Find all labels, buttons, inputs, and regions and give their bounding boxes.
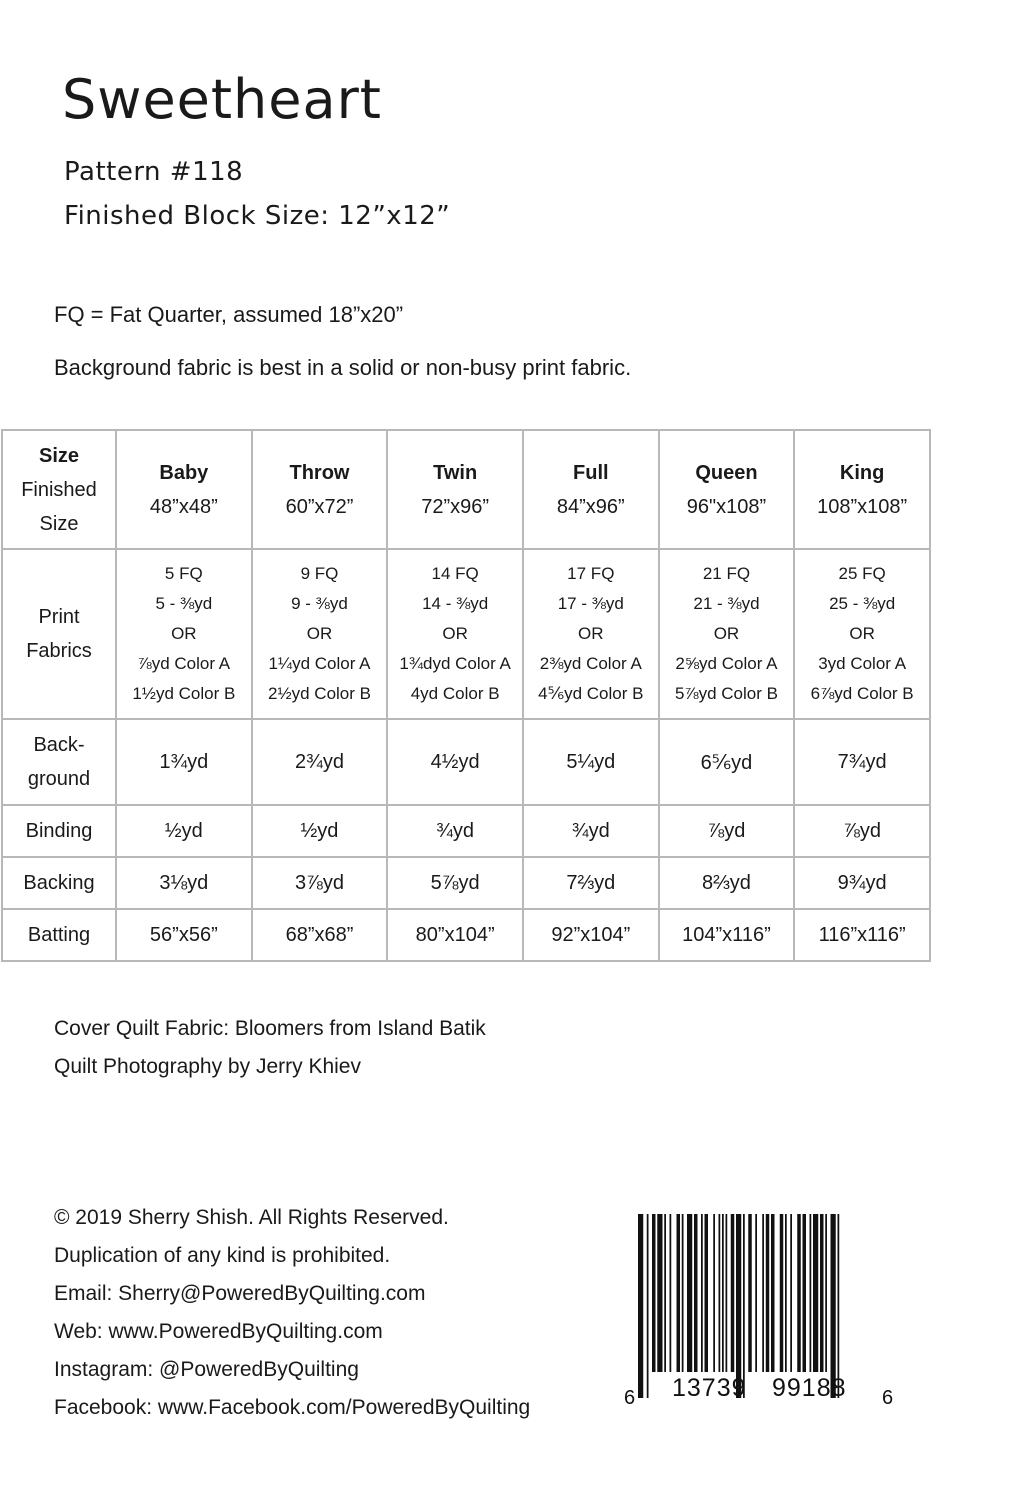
upc-barcode — [620, 1210, 900, 1410]
copyright-line: © 2019 Sherry Shish. All Rights Reserved. — [54, 1206, 449, 1229]
background-label: Back- ground — [2, 719, 116, 805]
duplication-notice: Duplication of any kind is prohibited. — [54, 1244, 391, 1267]
barcode-bars — [638, 1214, 839, 1398]
barcode-bar — [657, 1214, 662, 1372]
print-fabrics-label: Print Fabrics — [2, 549, 116, 719]
barcode-bar — [785, 1214, 787, 1372]
backing-row — [2, 857, 930, 909]
size-header-queen: Queen 96"x108” — [659, 430, 795, 549]
barcode-bar — [713, 1214, 715, 1372]
backing-twin: 5⅞yd — [387, 857, 523, 909]
print-fabrics-twin: 14 FQ 14 - ⅜yd OR 1¾dyd Color A 4yd Color B — [387, 549, 523, 719]
barcode-bar — [766, 1214, 770, 1372]
batting-throw: 68”x68” — [252, 909, 388, 961]
barcode-bar — [722, 1214, 724, 1372]
barcode-bar — [638, 1214, 643, 1398]
print-fabrics-row — [2, 549, 930, 719]
background-row — [2, 719, 930, 805]
size-header-full: Full 84”x96” — [523, 430, 659, 549]
binding-throw: ½yd — [252, 805, 388, 857]
binding-twin: ¾yd — [387, 805, 523, 857]
size-header-baby: Baby 48”x48” — [116, 430, 252, 549]
barcode-bar — [664, 1214, 666, 1372]
barcode-bar — [694, 1214, 698, 1372]
barcode-bar — [803, 1214, 807, 1372]
contact-facebook: Facebook: www.Facebook.com/PoweredByQuilting — [54, 1396, 531, 1419]
barcode-bar — [780, 1214, 784, 1372]
background-throw: 2¾yd — [252, 719, 388, 805]
batting-queen: 104”x116” — [659, 909, 795, 961]
barcode-bar — [820, 1214, 824, 1372]
barcode-bar — [748, 1214, 752, 1372]
barcode-bar — [743, 1214, 745, 1398]
backing-label: Backing — [2, 857, 116, 909]
batting-full: 92”x104” — [523, 909, 659, 961]
batting-twin: 80”x104” — [387, 909, 523, 961]
contact-instagram: Instagram: @PoweredByQuilting — [54, 1358, 359, 1381]
print-fabrics-throw: 9 FQ 9 - ⅜yd OR 1¼yd Color A 2½yd Color B — [252, 549, 388, 719]
batting-label: Batting — [2, 909, 116, 961]
batting-king: 116”x116” — [794, 909, 930, 961]
barcode-bar — [705, 1214, 709, 1372]
barcode-bar — [677, 1214, 681, 1372]
background-king: 7¾yd — [794, 719, 930, 805]
batting-baby: 56”x56” — [116, 909, 252, 961]
pattern-title: Sweetheart — [62, 68, 382, 131]
fat-quarter-note: FQ = Fat Quarter, assumed 18”x20” — [54, 302, 404, 327]
binding-king: ⅞yd — [794, 805, 930, 857]
photo-credit: Quilt Photography by Jerry Khiev — [54, 1055, 361, 1078]
barcode-bar — [687, 1214, 692, 1372]
barcode-bar — [652, 1214, 656, 1372]
barcode-bar — [736, 1214, 741, 1398]
barcode-bar — [771, 1214, 775, 1372]
background-full: 5¼yd — [523, 719, 659, 805]
barcode-bar — [731, 1214, 735, 1372]
contact-email: Email: Sherry@PoweredByQuilting.com — [54, 1282, 426, 1305]
backing-throw: 3⅞yd — [252, 857, 388, 909]
batting-row — [2, 909, 930, 961]
fabric-requirements-table — [1, 429, 931, 962]
background-note: Background fabric is best in a solid or non-busy print fabric. — [54, 355, 632, 380]
barcode-bar — [790, 1214, 792, 1372]
barcode-bar — [647, 1214, 649, 1398]
barcode-bar — [810, 1214, 812, 1372]
backing-baby: 3⅛yd — [116, 857, 252, 909]
binding-full: ¾yd — [523, 805, 659, 857]
barcode-first-digit: 6 — [624, 1387, 636, 1409]
size-header-twin: Twin 72”x96” — [387, 430, 523, 549]
barcode-bar — [797, 1214, 801, 1372]
barcode-bar — [825, 1214, 827, 1372]
binding-baby: ½yd — [116, 805, 252, 857]
print-fabrics-baby: 5 FQ 5 - ⅜yd OR ⅞yd Color A 1½yd Color B — [116, 549, 252, 719]
barcode-bar — [762, 1214, 764, 1372]
backing-king: 9¾yd — [794, 857, 930, 909]
size-header-throw: Throw 60”x72” — [252, 430, 388, 549]
barcode-bar — [838, 1214, 840, 1398]
barcode-left-group: 13739 — [672, 1374, 747, 1402]
barcode-bar — [701, 1214, 703, 1372]
block-size: Finished Block Size: 12”x12” — [64, 201, 451, 231]
barcode-bar — [831, 1214, 836, 1398]
print-fabrics-queen: 21 FQ 21 - ⅜yd OR 2⅝yd Color A 5⅞yd Color B — [659, 549, 795, 719]
binding-label: Binding — [2, 805, 116, 857]
barcode-bar — [755, 1214, 757, 1372]
contact-web: Web: www.PoweredByQuilting.com — [54, 1320, 383, 1343]
pattern-number: Pattern #118 — [64, 157, 244, 187]
barcode-bar — [719, 1214, 721, 1372]
background-baby: 1¾yd — [116, 719, 252, 805]
size-corner-cell: Size Finished Size — [2, 430, 116, 549]
barcode-bar — [726, 1214, 728, 1372]
backing-queen: 8⅔yd — [659, 857, 795, 909]
size-header-king: King 108”x108” — [794, 430, 930, 549]
print-fabrics-king: 25 FQ 25 - ⅜yd OR 3yd Color A 6⅞yd Color B — [794, 549, 930, 719]
binding-queen: ⅞yd — [659, 805, 795, 857]
size-header-row — [2, 430, 930, 549]
barcode-bar — [670, 1214, 672, 1372]
print-fabrics-full: 17 FQ 17 - ⅜yd OR 2⅜yd Color A 4⅚yd Color B — [523, 549, 659, 719]
barcode-check-digit: 6 — [882, 1387, 894, 1409]
barcode-bar — [682, 1214, 684, 1372]
barcode-right-group: 99188 — [772, 1374, 847, 1402]
background-twin: 4½yd — [387, 719, 523, 805]
fabric-credit: Cover Quilt Fabric: Bloomers from Island Batik — [54, 1017, 486, 1040]
background-queen: 6⅚yd — [659, 719, 795, 805]
barcode-bar — [813, 1214, 818, 1372]
binding-row — [2, 805, 930, 857]
backing-full: 7⅔yd — [523, 857, 659, 909]
